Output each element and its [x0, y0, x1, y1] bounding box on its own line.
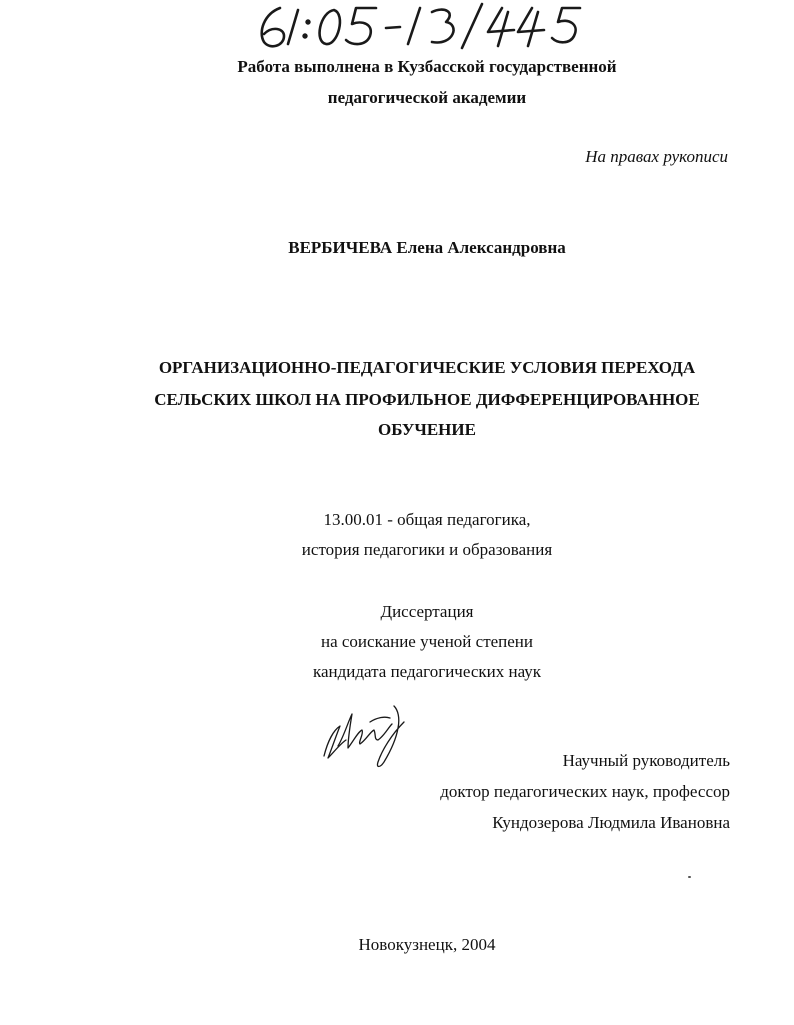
- manuscript-rights-note: На правах рукописи: [585, 147, 728, 166]
- supervisor-name: Кундозерова Людмила Ивановна: [492, 813, 730, 832]
- handwritten-signature: [318, 700, 414, 770]
- document-type: Диссертация: [380, 602, 474, 621]
- handwritten-archive-number: [250, 0, 590, 56]
- place-and-year: Новокузнецк, 2004: [358, 935, 496, 954]
- specialty-name-line: история педагогики и образования: [301, 540, 553, 559]
- institution-line-2: педагогической академии: [327, 88, 527, 107]
- institution-line-1: Работа выполнена в Кузбасской государственной: [237, 57, 617, 76]
- author-surname: ВЕРБИЧЕВА: [288, 238, 393, 257]
- author-given-names: Елена Александровна: [396, 238, 566, 257]
- dissertation-title-line-3: ОБУЧЕНИЕ: [378, 420, 476, 439]
- scan-speck: [688, 876, 691, 878]
- dissertation-title-line-1: ОРГАНИЗАЦИОННО-ПЕДАГОГИЧЕСКИЕ УСЛОВИЯ ПЕРЕХОДА: [158, 358, 696, 377]
- supervisor-role: Научный руководитель: [562, 751, 730, 770]
- specialty-code-line: 13.00.01 - общая педагогика,: [323, 510, 531, 529]
- degree-purpose-line: на соискание ученой степени: [320, 632, 534, 651]
- author-name: [30, 238, 794, 258]
- degree-name-line: кандидата педагогических наук: [312, 662, 542, 681]
- dissertation-title-line-2: СЕЛЬСКИХ ШКОЛ НА ПРОФИЛЬНОЕ ДИФФЕРЕНЦИРОВАННОЕ: [154, 390, 700, 409]
- supervisor-degree: доктор педагогических наук, профессор: [440, 782, 730, 801]
